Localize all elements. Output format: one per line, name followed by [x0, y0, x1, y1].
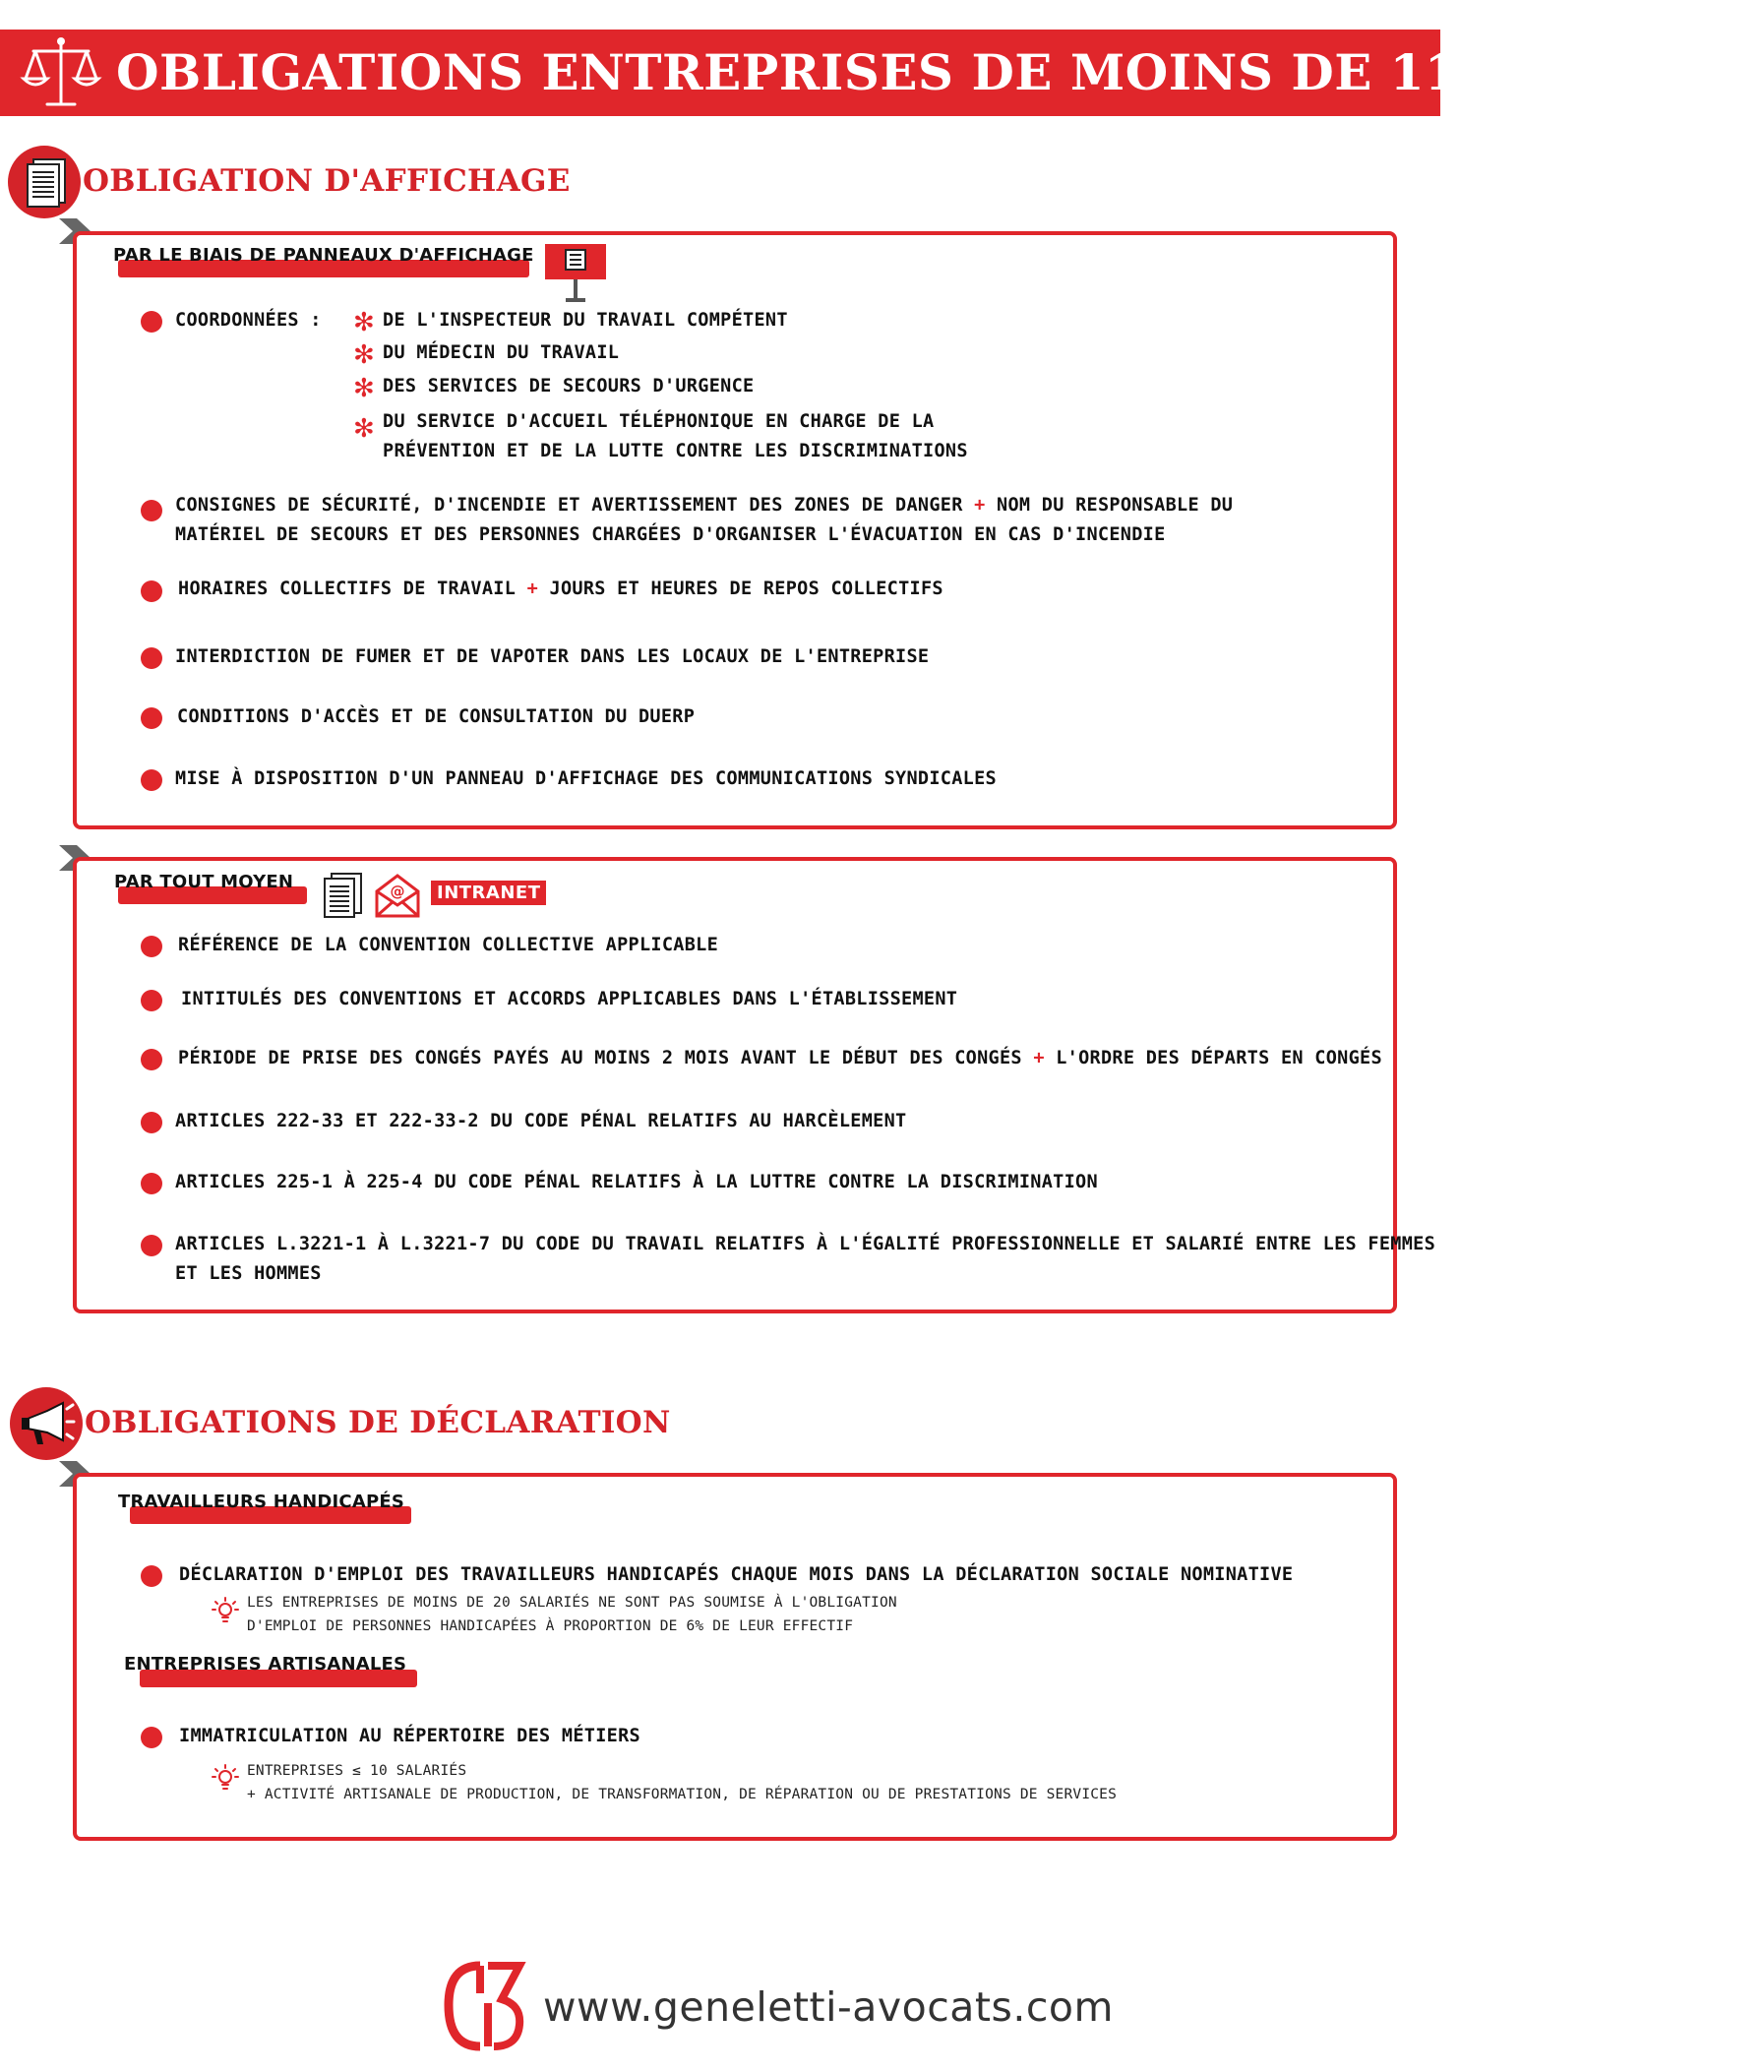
subheading-artisanales: ENTREPRISES ARTISANALES [124, 1654, 407, 1675]
asterisk-icon: ✻ [353, 374, 375, 403]
subheading-handicapes: TRAVAILLEURS HANDICAPÉS [118, 1492, 405, 1512]
section-title-declaration: OBLIGATIONS DE DÉCLARATION [85, 1405, 671, 1440]
item-egalite-line2: ET LES HOMMES [175, 1263, 322, 1284]
documents-icon [24, 157, 69, 209]
item-horaires [178, 575, 943, 604]
subheading-tout-moyen: PAR TOUT MOYEN [114, 872, 294, 892]
item-declaration-handicapes: DÉCLARATION D'EMPLOI DES TRAVAILLEURS HANDICAPÉS CHAQUE MOIS DANS LA DÉCLARATION SOCIALE NOMINATIVE [179, 1564, 1294, 1585]
note-artisanales-line1: ENTREPRISES ≤ 10 SALARIÉS [247, 1763, 467, 1779]
lightbulb-icon [212, 1596, 239, 1625]
lightbulb-icon [212, 1763, 239, 1793]
document-stack-icon [322, 872, 365, 919]
item-duerp: CONDITIONS D'ACCÈS ET DE CONSULTATION DU DUERP [177, 706, 696, 727]
item-coordonnees-label: COORDONNÉES : [175, 310, 322, 331]
geneletti-logo [441, 1960, 527, 2052]
signboard-icon [545, 244, 606, 303]
subheading-panneaux: PAR LE BIAIS DE PANNEAUX D'AFFICHAGE [113, 245, 534, 266]
item-conges-part2: L'ORDRE DES DÉPARTS EN CONGÉS [1056, 1048, 1382, 1068]
bullet-dot [141, 769, 162, 791]
plus-sign: + [526, 579, 539, 599]
item-conges-part1: PÉRIODE DE PRISE DES CONGÉS PAYÉS AU MOINS 2 MOIS AVANT LE DÉBUT DES CONGÉS [178, 1048, 1022, 1068]
item-coordonnee-continued: PRÉVENTION ET DE LA LUTTE CONTRE LES DISCRIMINATIONS [383, 441, 968, 461]
item-discrimination: ARTICLES 225-1 À 225-4 DU CODE PÉNAL RELATIFS À LA LUTTRE CONTRE LA DISCRIMINATION [175, 1172, 1098, 1192]
email-icon [374, 872, 421, 919]
item-coordonnee: DES SERVICES DE SECOURS D'URGENCE [383, 376, 755, 396]
item-coordonnee: DU MÉDECIN DU TRAVAIL [383, 342, 620, 363]
bullet-dot [141, 311, 162, 333]
scale-of-justice-icon [22, 35, 100, 112]
item-consignes-part2: NOM DU RESPONSABLE DU [997, 495, 1234, 516]
item-horaires-part1: HORAIRES COLLECTIFS DE TRAVAIL [178, 579, 517, 599]
item-harcelement: ARTICLES 222-33 ET 222-33-2 DU CODE PÉNAL RELATIFS AU HARCÈLEMENT [175, 1111, 907, 1131]
asterisk-icon: ✻ [353, 340, 375, 370]
item-conges [178, 1044, 1382, 1073]
item-coordonnee: DU SERVICE D'ACCUEIL TÉLÉPHONIQUE EN CHARGE DE LA [383, 411, 935, 432]
bullet-dot [141, 990, 162, 1011]
plus-sign: + [1033, 1048, 1045, 1068]
section-title-affichage: OBLIGATION D'AFFICHAGE [83, 163, 571, 199]
bullet-dot [141, 1235, 162, 1256]
bullet-dot [141, 1565, 162, 1587]
item-consignes [175, 491, 1233, 520]
bullet-dot [141, 500, 162, 521]
plus-sign: + [974, 495, 986, 516]
intranet-tag: INTRANET [431, 881, 546, 905]
bullet-dot [141, 1112, 162, 1133]
note-handicapes-line2: D'EMPLOI DE PERSONNES HANDICAPÉES À PROPORTION DE 6% DE LEUR EFFECTIF [247, 1618, 854, 1634]
item-immatriculation: IMMATRICULATION AU RÉPERTOIRE DES MÉTIERS [179, 1726, 640, 1746]
note-handicapes-line1: LES ENTREPRISES DE MOINS DE 20 SALARIÉS NE SONT PAS SOUMISE À L'OBLIGATION [247, 1595, 897, 1611]
item-syndical: MISE À DISPOSITION D'UN PANNEAU D'AFFICHAGE DES COMMUNICATIONS SYNDICALES [175, 768, 997, 789]
item-horaires-part2: JOURS ET HEURES DE REPOS COLLECTIFS [549, 579, 943, 599]
bullet-dot [141, 1173, 162, 1194]
note-artisanales-line2: + ACTIVITÉ ARTISANALE DE PRODUCTION, DE TRANSFORMATION, DE RÉPARATION OU DE PRESTATIONS DE SERVICES [247, 1787, 1118, 1802]
item-consignes-line2: MATÉRIEL DE SECOURS ET DES PERSONNES CHARGÉES D'ORGANISER L'ÉVACUATION EN CAS D'INCENDIE [175, 524, 1166, 545]
item-accords: INTITULÉS DES CONVENTIONS ET ACCORDS APPLICABLES DANS L'ÉTABLISSEMENT [181, 989, 958, 1009]
bullet-dot [141, 707, 162, 729]
item-egalite: ARTICLES L.3221-1 À L.3221-7 DU CODE DU TRAVAIL RELATIFS À L'ÉGALITÉ PROFESSIONNELLE ET SALARIÉ ENTRE LES FEMMES [175, 1234, 1436, 1254]
bullet-dot [141, 647, 162, 669]
item-coordonnee: DE L'INSPECTEUR DU TRAVAIL COMPÉTENT [383, 310, 788, 331]
megaphone-icon [20, 1401, 75, 1448]
page-title: OBLIGATIONS ENTREPRISES DE MOINS DE 11 SALARIÉS [116, 43, 1764, 101]
asterisk-icon: ✻ [353, 414, 375, 444]
item-interdiction: INTERDICTION DE FUMER ET DE VAPOTER DANS LES LOCAUX DE L'ENTREPRISE [175, 646, 930, 667]
item-consignes-part1: CONSIGNES DE SÉCURITÉ, D'INCENDIE ET AVERTISSEMENT DES ZONES DE DANGER [175, 495, 963, 516]
bullet-dot [141, 936, 162, 957]
bullet-dot [141, 580, 162, 602]
svg-text:@: @ [390, 883, 405, 900]
footer-url[interactable]: www.geneletti-avocats.com [543, 1983, 1114, 2031]
bullet-dot [141, 1727, 162, 1748]
asterisk-icon: ✻ [353, 308, 375, 337]
item-convention: RÉFÉRENCE DE LA CONVENTION COLLECTIVE APPLICABLE [178, 935, 719, 955]
bullet-dot [141, 1049, 162, 1070]
